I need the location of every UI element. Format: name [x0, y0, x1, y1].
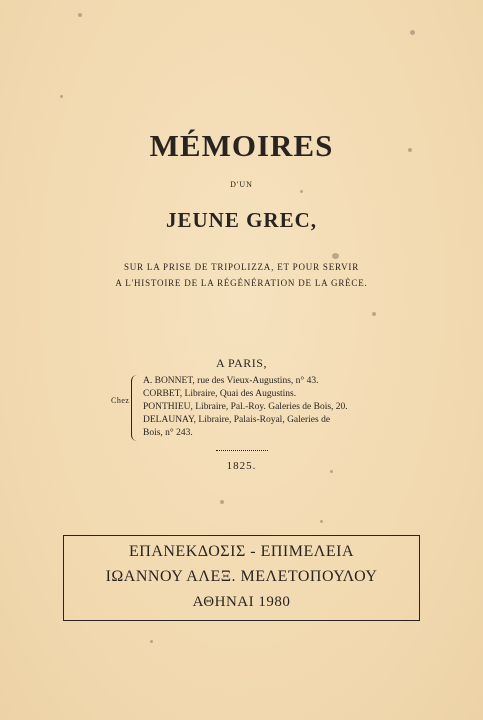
- publisher-line: Bois, n° 243.: [143, 428, 193, 438]
- description-line-2: A L'HISTOIRE DE LA RÉGÉNÉRATION DE LA GRÈCE.: [115, 278, 368, 288]
- paper-speck: [320, 520, 323, 523]
- publisher-line: PONTHIEU, Libraire, Pal.-Roy. Galeries de Bois, 20.: [143, 402, 348, 412]
- decorative-rule: [216, 450, 268, 453]
- publication-year: 1825.: [226, 460, 257, 472]
- paper-speck: [372, 312, 376, 316]
- paper-speck: [410, 30, 415, 35]
- book-subtitle: JEUNE GREC,: [165, 208, 318, 232]
- publisher-line: CORBET, Libraire, Quai des Augustins.: [143, 389, 297, 399]
- chez-label: Chez: [111, 396, 130, 405]
- book-title: MÉMOIRES: [149, 128, 334, 163]
- paper-speck: [220, 500, 224, 504]
- reprint-line-1: ΕΠΑΝΕΚΔΟΣΙΣ - ΕΠΙΜΕΛΕΙΑ: [128, 543, 354, 560]
- reprint-box: [63, 535, 420, 621]
- paper-speck: [60, 95, 63, 98]
- paper-speck: [150, 640, 153, 643]
- reprint-line-3: ΑΘΗΝΑΙ 1980: [192, 594, 291, 610]
- paper-speck: [332, 253, 339, 259]
- paper-speck: [78, 13, 82, 17]
- title-connector: D'UN: [230, 180, 253, 189]
- publisher-brace: [131, 375, 138, 441]
- description-line-1: SUR LA PRISE DE TRIPOLIZZA, ET POUR SERVIR: [123, 262, 360, 272]
- publisher-line: A. BONNET, rue des Vieux-Augustins, n° 43.: [143, 376, 319, 386]
- paper-speck: [300, 190, 303, 193]
- publisher-line: DELAUNAY, Libraire, Palais-Royal, Galeries de: [143, 415, 331, 425]
- publication-place: A PARIS,: [216, 356, 267, 370]
- reprint-line-2: ΙΩΑΝΝΟΥ ΑΛΕΞ. ΜΕΛΕΤΟΠΟΥΛΟΥ: [105, 568, 378, 585]
